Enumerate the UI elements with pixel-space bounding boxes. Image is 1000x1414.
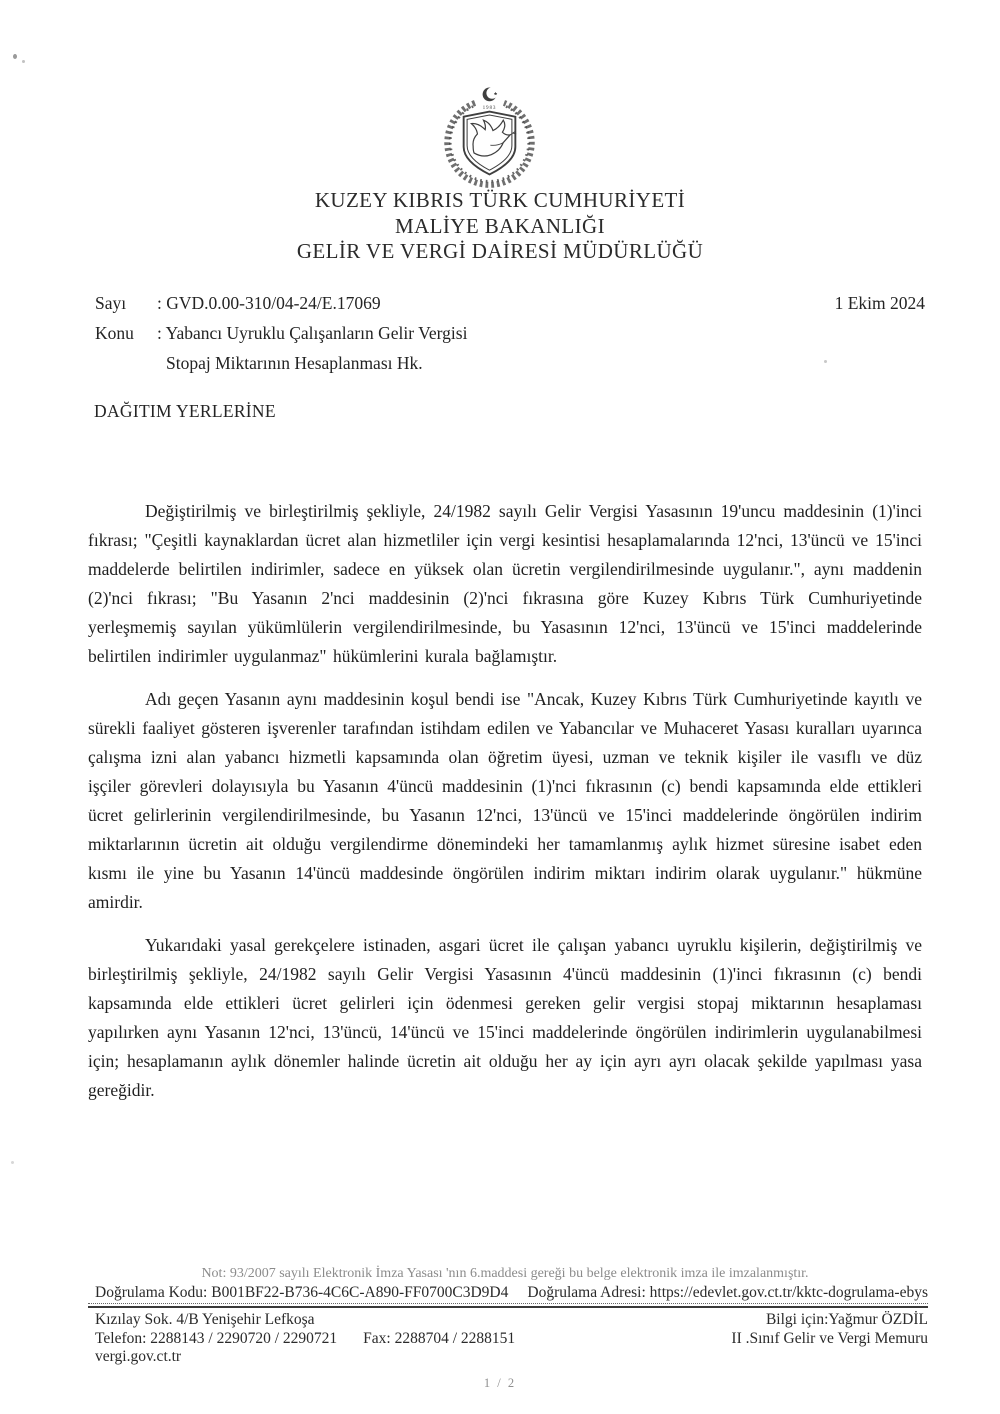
recipient-heading: DAĞITIM YERLERİNE [94, 401, 276, 421]
konu-value-line2: Stopaj Miktarının Hesaplanması Hk. [166, 353, 423, 373]
e-signature-note: Not: 93/2007 sayılı Elektronik İmza Yasası 'nın 6.maddesi gereği bu belge elektronik imza ile imzalanmıştır. [201, 1266, 809, 1281]
office-website: vergi.gov.ct.tr [95, 1348, 182, 1365]
contact-person-title: II .Sınıf Gelir ve Vergi Memuru [731, 1329, 928, 1347]
letter-body [88, 497, 922, 1119]
verification-address: Doğrulama Adresi: https://edevlet.gov.ct.tr/kktc-dogrulama-ebys [527, 1284, 928, 1301]
scan-speckle [13, 54, 17, 59]
scan-speckle [11, 1161, 14, 1164]
page-number: 1 / 2 [483, 1376, 517, 1390]
footer-contact-block [95, 1311, 928, 1367]
body-paragraph-2: Adı geçen Yasanın aynı maddesinin koşul bendi ise "Ancak, Kuzey Kıbrıs Türk Cumhuriyetinde kayıtlı ve sürekli faaliyet gösteren işverenler tarafından istihdam edilen ve Yabancılar ve Muhaceret Yasası kuralları uyarınca çalışma izni alan yabancı hizmetli kapsamında olan öğretim üyesi, uzman ve teknik kişiler ile vasıflı ve düz işçiler görevleri dolayısıyla bu Yasanın 4'üncü maddesinin (1)'nci fıkrasının (c) bendi kapsamında elde ettikleri ücret gelirlerinin vergilendirilmesinde, bu Yasanın 12'nci, 13'üncü ve 15'inci maddelerinde öngörülen indirim miktarlarının ücretin ait olduğu vergilendirme dönemindeki her tamamlanmış aylık hizmet süresine isabet eden kısmı ile yine bu Yasanın 14'üncü maddesinde öngörülen indirim miktarı indirim olarak uygulanır." hükmüne amirdir. [88, 689, 922, 912]
letterhead [0, 188, 1000, 265]
footer-separator-dotted [88, 1303, 928, 1304]
sayi-value: : GVD.0.00-310/04-24/E.17069 [157, 293, 381, 313]
document-date: 1 Ekim 2024 [834, 293, 925, 313]
org-name-line1: KUZEY KIBRIS TÜRK CUMHURİYETİ [314, 188, 686, 212]
konu-value-line1: : Yabancı Uyruklu Çalışanların Gelir Vergisi [157, 323, 468, 343]
verification-row [95, 1284, 928, 1302]
org-name-line2: MALİYE BAKANLIĞI [395, 213, 605, 238]
office-fax: Fax: 2288704 / 2288151 [363, 1329, 516, 1347]
org-name-line3: GELİR VE VERGİ DAİRESİ MÜDÜRLÜĞÜ [296, 239, 704, 263]
sayi-label: Sayı [95, 293, 127, 313]
body-paragraph-3: Yukarıdaki yasal gerekçelere istinaden, asgari ücret ile çalışan yabancı uyruklu kişilerin, değiştirilmiş ve birleştirilmiş şekliyle, 24/1982 sayılı Gelir Vergisi Yasasının 4'üncü maddesinin (1)'inci fıkrasının (c) bendi kapsamında elde ettikleri ücret gelirleri için ödenmesi gereken gelir vergisi stopaj miktarının hesaplaması yapılırken aynı Yasanın 12'nci, 13'üncü, 14'üncü ve 15'inci maddelerinde öngörülen indirimlerin uygulanabilmesi için; hesaplamanın aylık dönemler halinde ücretin ait olduğu her ay için ayrı ayrı olacak şekilde yapılması yasa gereğidir. [88, 935, 922, 1100]
emblem-year: 1983 [482, 104, 497, 111]
body-paragraph-1: Değiştirilmiş ve birleştirilmiş şekliyle, 24/1982 sayılı Gelir Vergisi Yasasının 19'uncu maddesinin (1)'inci fıkrası; "Çeşitli kaynaklardan ücret alan hizmetliler için vergi kesintisi hesaplamalarında 12'nci, 13'üncü ve 15'inci maddelerde belirtilen indirimler, sadece en yüksek olan ücretin vergilendirilmesinde uygulanır.", aynı maddenin (2)'nci fıkrası; "Bu Yasanın 2'nci maddesinin (2)'nci fıkrasına göre Kuzey Kıbrıs Türk Cumhuriyetinde yerleşmemiş sayılan yükümlülerin vergilendirilmesinde, bu Yasasının 12'nci, 13'üncü ve 15'inci maddelerinde belirtilen indirimler uygulanmaz" hükümlerini kurala bağlamıştır. [88, 501, 922, 666]
verification-code: Doğrulama Kodu: B001BF22-B736-4C6C-A890-FF0700C3D9D4 [95, 1284, 509, 1301]
footer-separator-solid [88, 1306, 928, 1308]
contact-person: Bilgi için:Yağmur ÖZDİL [765, 1311, 928, 1328]
office-address: Kızılay Sok. 4/B Yenişehir Lefkoşa [95, 1311, 315, 1328]
trnc-coat-of-arms-icon [432, 84, 547, 196]
document-meta [95, 288, 925, 378]
konu-label: Konu [95, 323, 134, 343]
scan-speckle [22, 60, 25, 63]
office-phone: Telefon: 2288143 / 2290720 / 2290721 [95, 1329, 338, 1347]
